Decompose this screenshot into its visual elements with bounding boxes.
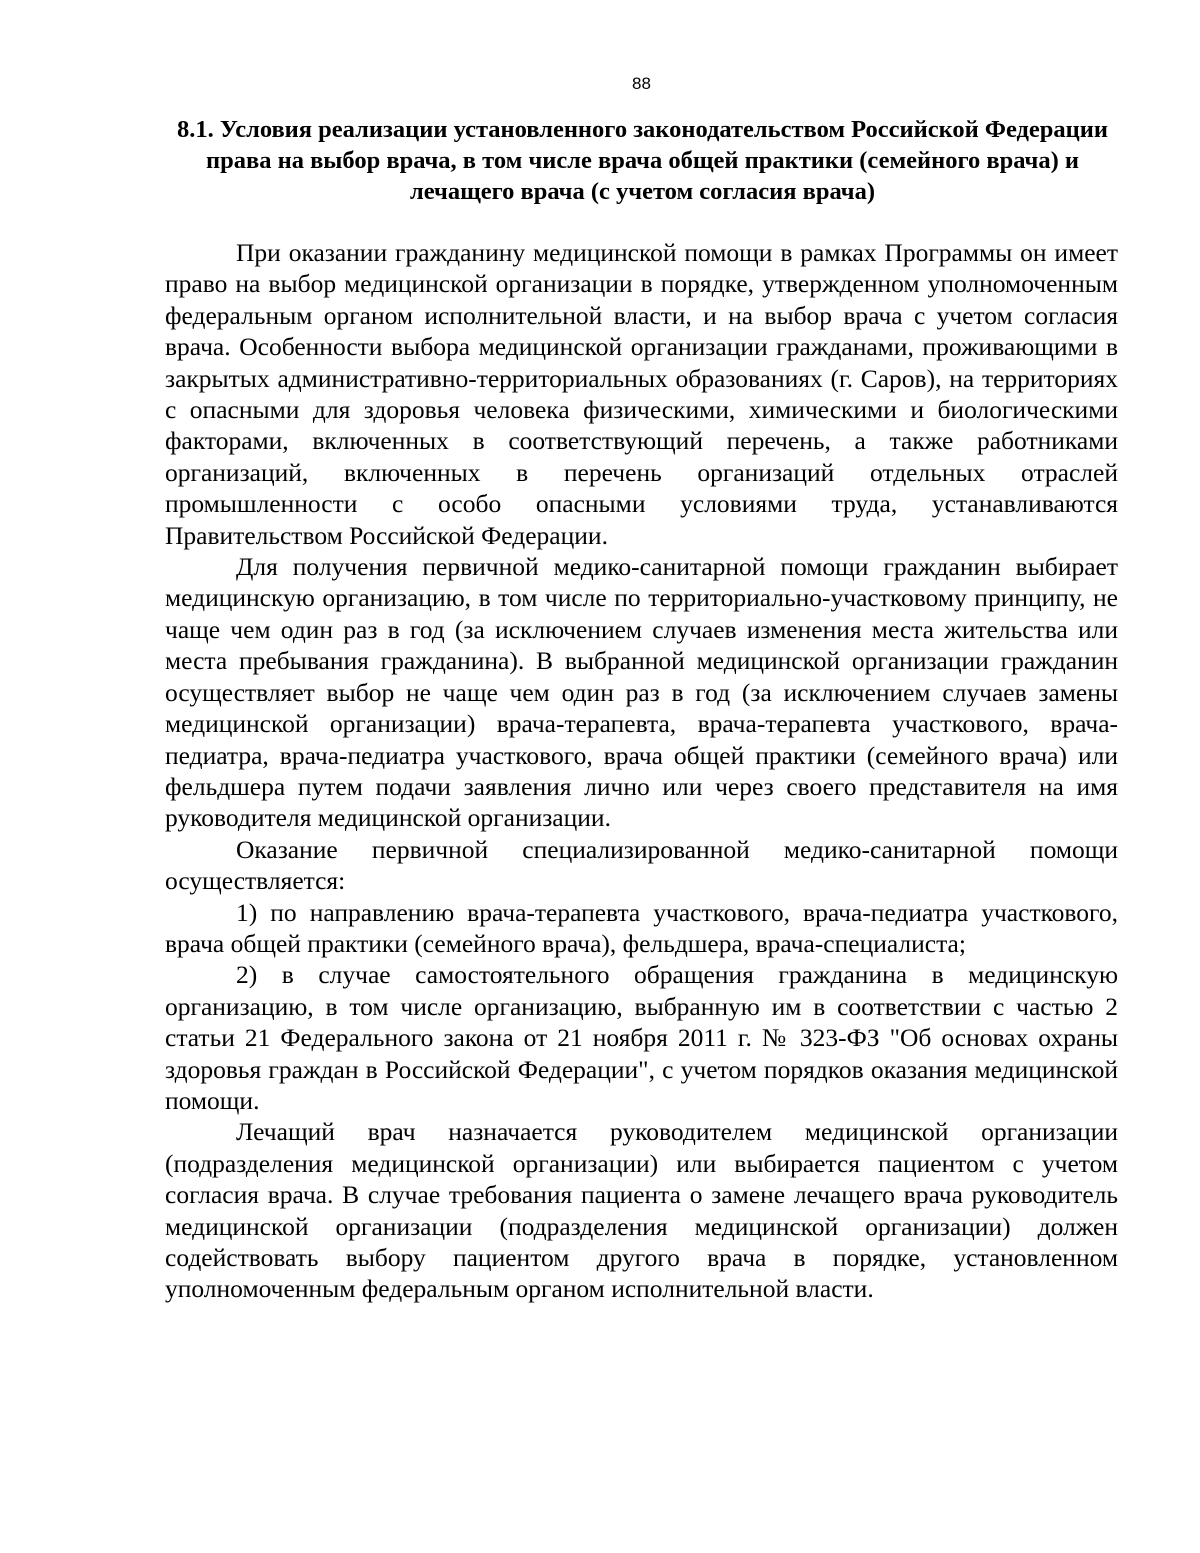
paragraph-attending-physician: Лечащий врач назначается руководителем медицинской организации (подразделения медицинской организации) или выбирается пациентом с учетом согласия врача. В случае требования пациента о замене лечащего врача руководитель медицинской организации (подразделения медицинской организации) должен содействовать выбору пациентом другого врача в порядке, установленном уполномоченным федеральным органом исполнительной власти. bbox=[165, 1117, 1118, 1304]
paragraph-specialized-care-intro: Оказание первичной специализированной медико-санитарной помощи осуществляется: bbox=[165, 834, 1118, 896]
section-body bbox=[165, 237, 1118, 1305]
paragraph-right-to-choose: При оказании гражданину медицинской помощи в рамках Программы он имеет право на выбор медицинской организации в порядке, утвержденном уполномоченным федеральным органом исполнительной власти, и на выбор врача с учетом согласия врача. Особенности выбора медицинской организации гражданами, проживающими в закрытых административно-территориальных образованиях (г. Саров), на территориях с опасными для здоровья человека физическими, химическими и биологическими факторами, включенных в соответствующий перечень, а также работниками организаций, включенных в перечень организаций отдельных отраслей промышленности с особо опасными условиями труда, устанавливаются Правительством Российской Федерации. bbox=[165, 238, 1118, 550]
section-heading: 8.1. Условия реализации установленного законодательством Российской Федерации права на выбор врача, в том числе врача общей практики (семейного врача) и лечащего врача (с учетом согласия врача) bbox=[176, 116, 1109, 205]
page-number: 88 bbox=[632, 74, 651, 93]
paragraph-primary-care-choice: Для получения первичной медико-санитарной помощи гражданин выбирает медицинскую организацию, в том числе по территориально-участковому принципу, не чаще чем один раз в год (за исключением случаев изменения места жительства или места пребывания гражданина). В выбранной медицинской организации гражданин осуществляет выбор не чаще чем один раз в год (за исключением случаев замены медицинской организации) врача-терапевта, врача-терапевта участкового, врача-педиатра, врача-педиатра участкового, врача общей практики (семейного врача) или фельдшера путем подачи заявления лично или через своего представителя на имя руководителя медицинской организации. bbox=[165, 552, 1118, 833]
list-item-referral: 1) по направлению врача-терапевта участкового, врача-педиатра участкового, врача общей практики (семейного врача), фельдшера, врача-специалиста; bbox=[165, 897, 1118, 958]
list-item-self-referral: 2) в случае самостоятельного обращения гражданина в медицинскую организацию, в том числе организацию, выбранную им в соответствии с частью 2 статьи 21 Федерального закона от 21 ноября 2011 г. № 323-ФЗ "Об основах охраны здоровья граждан в Российской Федерации", с учетом порядков оказания медицинской помощи. bbox=[165, 960, 1118, 1115]
